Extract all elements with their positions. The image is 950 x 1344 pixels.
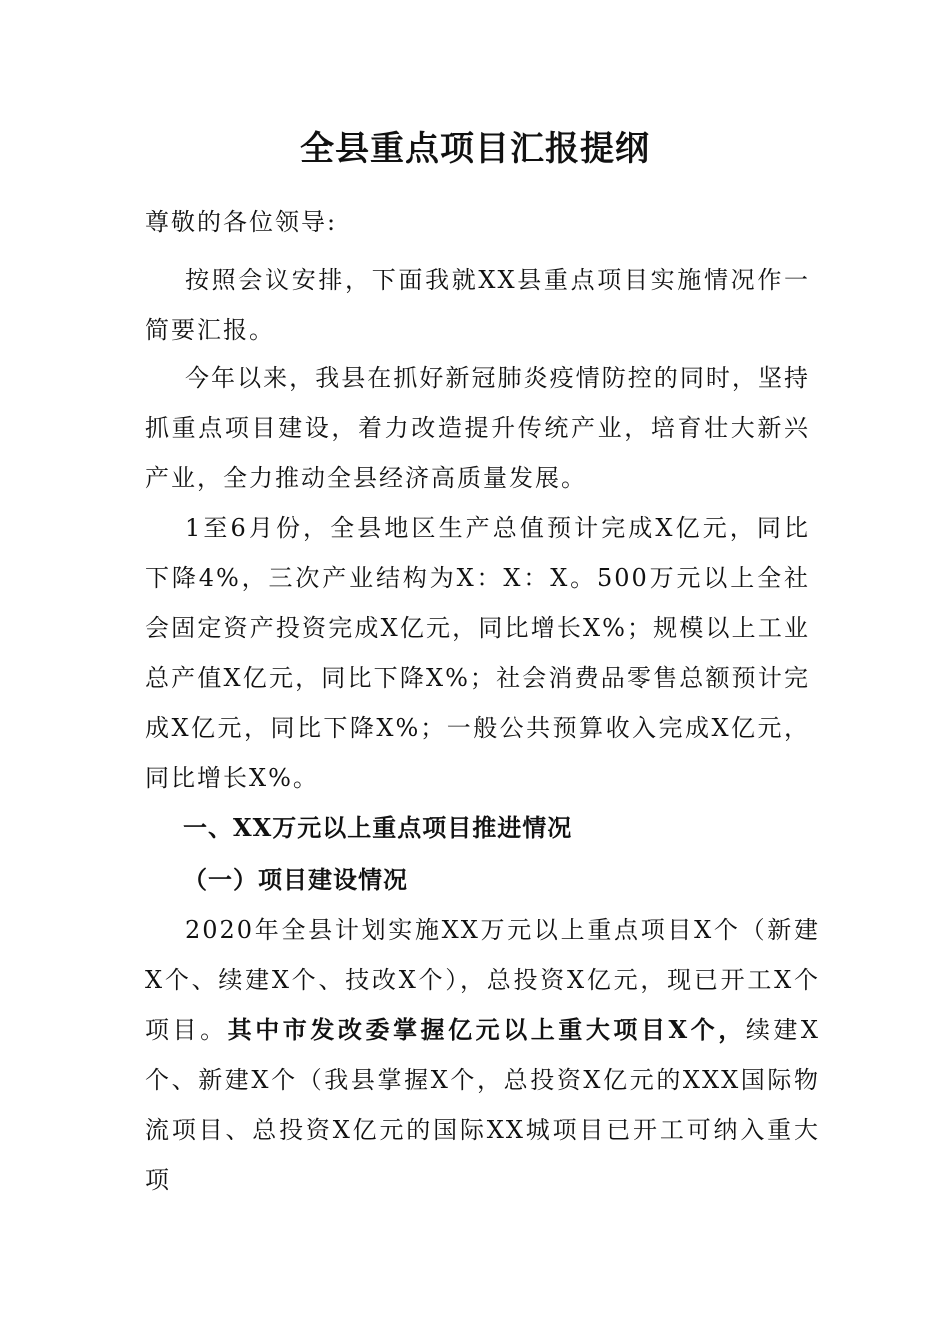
salutation: 尊敬的各位领导: <box>145 208 338 236</box>
paragraph-intro: 按照会议安排，下面我就XX县重点项目实施情况作一简要汇报。 <box>145 266 810 344</box>
document-title: 全县重点项目汇报提纲 <box>300 129 650 169</box>
paragraph-project-status <box>145 905 820 1205</box>
subsection-heading-1: （一）项目建设情况 <box>183 865 408 894</box>
paragraph-project-status-continued: 续建X个、新建X个（我县掌握X个，总投资X亿元的XXX国际物流项目、总投资X亿元的国际XX城项目已开工可纳入重大项 <box>145 1016 821 1194</box>
paragraph-project-status-text: 2020年全县计划实施XX万元以上重点项目X个（新建X个、续建X个、技改X个），总投资X亿元，现已开工X个项目。 <box>145 916 820 1044</box>
paragraph-statistics: 1至6月份，全县地区生产总值预计完成X亿元，同比下降4%，三次产业结构为X：X：X。500万元以上全社会固定资产投资完成X亿元，同比增长X%；规模以上工业总产值X亿元，同比下降X%；社会消费品零售总额预计完成X亿元，同比下降X%；一般公共预算收入完成X亿元，同比增长X%。 <box>145 514 810 792</box>
paragraph-overview: 今年以来，我县在抓好新冠肺炎疫情防控的同时，坚持抓重点项目建设，着力改造提升传统产业，培育壮大新兴产业，全力推动全县经济高质量发展。 <box>145 364 810 492</box>
section-heading-1: 一、XX万元以上重点项目推进情况 <box>183 813 573 842</box>
paragraph-project-status-emphasis: 其中市发改委掌握亿元以上重大项目X个， <box>227 1015 746 1044</box>
